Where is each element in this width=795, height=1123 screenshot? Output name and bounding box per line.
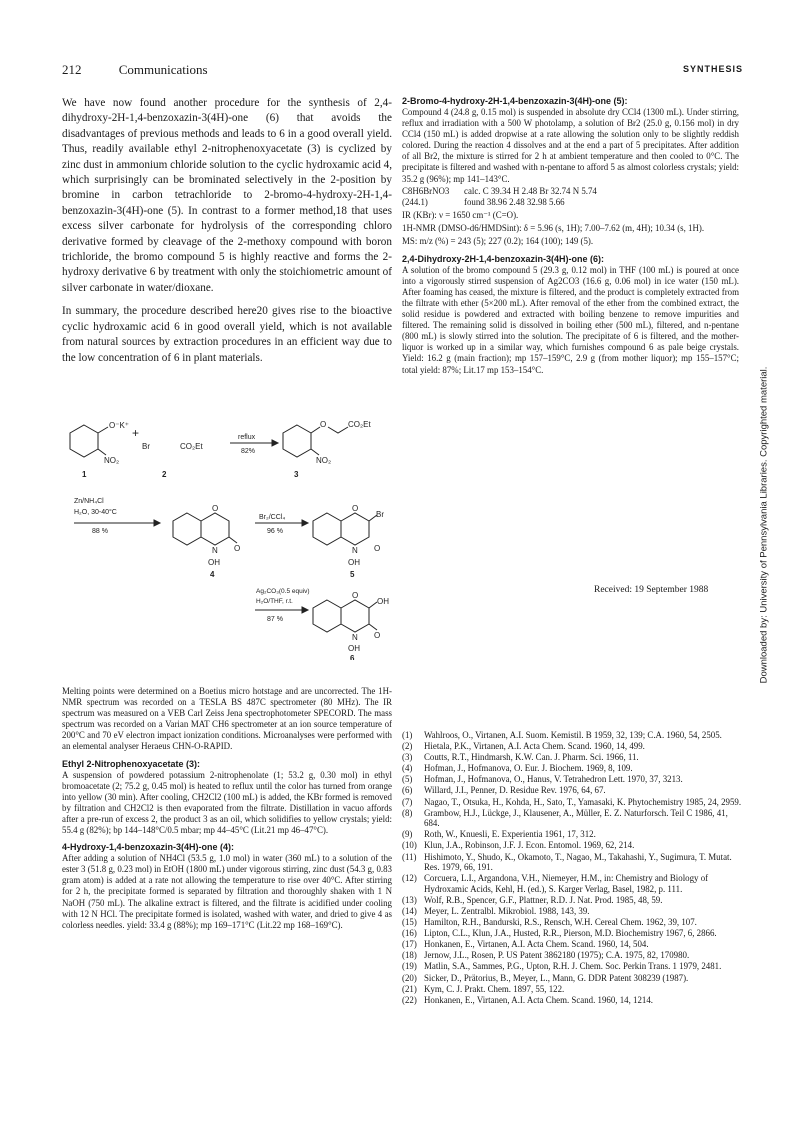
- arrow2-yield: 88 %: [92, 528, 108, 535]
- bromo-5: Br: [376, 510, 384, 519]
- reference-text: Sicker, D., Prätorius, B., Meyer, L., Mann, G. DDR Patent 308239 (1987).: [424, 972, 689, 983]
- hydroxy-5: OH: [348, 558, 360, 567]
- reference-number: (8): [402, 807, 413, 818]
- ms-data: MS: m/z (%) = 243 (5); 227 (0.2); 164 (100); 149 (5).: [402, 235, 594, 246]
- reference-number: (22): [402, 994, 417, 1005]
- reference-text: Corcuera, L.I., Argandona, V.H., Niemeyer, H.M., in: Chemistry and Biology of Hydroxamic Acids, Kehl, H. (ed.), S. Karger Verlag, Basel, 1982, p. 111.: [424, 873, 709, 894]
- procedure-title-4: 4-Hydroxy-1,4-benzoxazin-3(4H)-one (4):: [62, 842, 235, 853]
- compound-label-5: 5: [350, 570, 355, 579]
- carbonyl-oxygen-4: O: [234, 544, 241, 553]
- reference-number: (17): [402, 939, 417, 950]
- bromo-label-2: Br: [142, 442, 150, 451]
- reference-number: (4): [402, 763, 413, 774]
- reference-number: (14): [402, 906, 417, 916]
- reference-item: [402, 873, 742, 894]
- benzene-ring-5: [313, 513, 341, 545]
- reference-item: [402, 797, 742, 808]
- reference-text: Hofman, J., Hofmanova, O., Hanus, V. Tetrahedron Lett. 1970, 37, 3213.: [424, 774, 683, 785]
- reference-item: [402, 774, 742, 785]
- reference-number: (21): [402, 983, 417, 994]
- benzene-ring-4: [173, 513, 201, 545]
- compound-label-1: 1: [82, 470, 87, 479]
- ester-label-2: CO₂Et: [180, 442, 203, 451]
- ring-oxygen-6: O: [352, 591, 359, 600]
- arrow1-condition: reflux: [238, 434, 256, 441]
- reference-text: Kym, C. J. Prakt. Chem. 1897, 55, 122.: [424, 983, 565, 994]
- arrow2-condition: H₂O, 30-40°C: [74, 509, 117, 516]
- arrow2-reagent: Zn/NH₄Cl: [74, 498, 104, 505]
- reference-text: Honkanen, E., Virtanen, A.I. Acta Chem. Scand. 1960, 14, 1214.: [424, 994, 654, 1005]
- reference-text: Wahlroos, O., Virtanen, A.I. Suom. Kemistil. B 1959, 32, 139; C.A. 1960, 54, 2505.: [424, 730, 722, 740]
- ring-nitrogen-4: N: [212, 546, 218, 555]
- reference-item: [402, 961, 742, 972]
- ester-label-3: CO₂Et: [348, 420, 371, 429]
- reference-text: Matlin, S.A., Sammes, P.G., Upton, R.H. J. Chem. Soc. Perkin Trans. 1 1979, 2481.: [424, 961, 722, 972]
- reference-list: [402, 730, 742, 1006]
- reference-item: [402, 730, 742, 741]
- ring-oxygen-5: O: [352, 504, 359, 513]
- procedure-text-4: After adding a solution of NH4Cl (53.5 g, 1.0 mol) in water (360 mL) to a solution of the ester 3 (51.8 g, 0.23 mol) in EtOH (1800 mL) under vigorous stirring, zinc dust (54.3 g, 0.83 gram atom) is added at a rate not allowing the temperature to rise over 40°C. After stirring for 2 h, the precipitate formed is separated by filtration and thoroughly shaken with 1 N NaOH (750 mL). The alkaline extract is filtered, and the filtrate is acidified under cooling with 12 N HCl. The precipitate formed is isolated, washed with water, and dried to give 4 as colorless needles. yield: 33.4 g (88%); mp 169–171°C (Lit.22 mp 168–169°C).: [62, 853, 392, 930]
- reference-item: [402, 752, 742, 763]
- reference-text: Roth, W., Knuesli, E. Experientia 1961, 17, 312.: [424, 829, 596, 840]
- nmr-data: 1H-NMR (DMSO-d6/HMDSint): δ = 5.96 (s, 1H); 7.00–7.62 (m, 4H); 10.34 (s, 1H).: [402, 222, 705, 233]
- ether-oxygen-3: O: [320, 420, 327, 429]
- compound-label-6: 6: [350, 654, 355, 660]
- carbonyl-oxygen-5: O: [374, 544, 381, 553]
- reference-number: (16): [402, 928, 417, 939]
- reference-text: Coutts, R.T., Hindmarsh, K.W. Can. J. Pharm. Sci. 1966, 11.: [424, 752, 639, 763]
- download-notice: [757, 300, 771, 750]
- ir-data: IR (KBr): ν = 1650 cm⁻¹ (C=O).: [402, 209, 519, 220]
- reference-number: (7): [402, 796, 413, 807]
- reference-item: [402, 840, 742, 851]
- reference-text: Klun, J.A., Robinson, J.F. J. Econ. Entomol. 1969, 62, 214.: [424, 840, 635, 851]
- summary-paragraph: In summary, the procedure described here20 gives rise to the bioactive cyclic hydroxamic acid 6 in good overall yield, which is not available from natural sources by extraction procedures in an efficient way due to the low concentration of 6 in plant materials.: [62, 305, 392, 364]
- hydroxy-4-6: OH: [348, 644, 360, 653]
- reference-number: (18): [402, 950, 417, 961]
- reference-item: [402, 984, 742, 995]
- reference-text: Hietala, P.K., Virtanen, A.I. Acta Chem. Scand. 1960, 14, 499.: [424, 741, 645, 752]
- svg-text:+: +: [132, 426, 140, 440]
- nitro-group-1: NO₂: [104, 456, 120, 465]
- ring-oxygen-4: O: [212, 504, 219, 513]
- journal-name: SYNTHESIS: [682, 64, 743, 74]
- reference-item: [402, 928, 742, 939]
- ok-group: O⁻K⁺: [109, 421, 130, 430]
- carbonyl-oxygen-6: O: [374, 631, 381, 640]
- intro-paragraph: We have now found another procedure for the synthesis of 2,4-dihydroxy-2H-1,4-benzoxazin-3(4H)-one (6) that avoids the disadvantages of previous methods and leads to 6 in a good overall yield. Thus, readily available ethyl 2-nitrophenoxyacetate (3) is cyclized by zinc dust in ammonium chloride solution to the cyclic hydroxamic acid 4, which surprisingly can be brominated selectively in the 2-position by bromine in carbon tetrachloride to 2-bromo-4-hydroxy-2H-1,4-benzoxazin-3(4H)-one (5). In contrast to a former method,18 that uses excess silver carbonate for hydrolysis of the corresponding chloro derivative formed by cleavage of the 2-methoxy compound with boron trichloride, the bromo compound 5 is highly reactive and forms the 2-hydroxy derivative 6 by treatment with only the stoichiometric amount of silver carbonate in water/dioxane.: [62, 97, 392, 294]
- nitro-group-3: NO₂: [316, 456, 332, 465]
- left-column: [62, 96, 392, 374]
- reference-number: (19): [402, 961, 417, 972]
- reference-number: (1): [402, 730, 413, 740]
- reference-text: Meyer, L. Zentralbl. Mikrobiol. 1988, 143, 39.: [424, 906, 590, 916]
- procedure-text-3: A suspension of powdered potassium 2-nitrophenolate (1; 53.2 g, 0.30 mol) in ethyl bromoacetate (2; 75.2 g, 0.45 mol) is heated to reflux until the color has turned from orange into yellow (30 min). After cooling, CH2Cl2 (100 mL) is added, the KBr formed is removed by filtration and CH2Cl2 is then evaporated from the filtrate. Distillation in vacuo affords after a pre-run of excess 2, the product 3 as an oil, which solidifies to yellow crystals; yield: 55.4 g (82%); bp 144–148°C/0.5 mbar; mp 44–45°C (Lit.21 mp 46–47°C).: [62, 769, 392, 836]
- reference-number: (13): [402, 894, 417, 905]
- reference-number: (5): [402, 774, 413, 785]
- procedure-title-3: Ethyl 2-Nitrophenoxyacetate (3):: [62, 758, 201, 769]
- reference-number: (9): [402, 829, 413, 840]
- section-name: Communications: [118, 62, 208, 77]
- procedure-title-6: 2,4-Dihydroxy-2H-1,4-benzoxazin-3(4H)-one (6):: [402, 253, 605, 264]
- reference-number: (20): [402, 972, 417, 983]
- received-date: Received: 19 September 1988: [594, 585, 709, 595]
- experimental-general: Melting points were determined on a Boetius micro hotstage and are uncorrected. The 1H-NMR spectrum was recorded on a TESLA BS 487C spectrometer (80 MHz). The IR spectrum was measured on a VEB Carl Zeiss Jena spectrophotometer SPECORD. The mass spectrum was recorded on a Varian MAT CH6 spectrometer at an ion source temperature of 200°C and 70 eV electron impact ionization conditions. Microanalyses were performed with an elemental analyser Heraeus CHN-O-RAPID.: [62, 686, 392, 752]
- hydroxy-4: OH: [208, 558, 220, 567]
- arrow3-yield: 96 %: [267, 528, 283, 535]
- compound-label-4: 4: [210, 570, 215, 579]
- reference-text: Grambow, H.J., Lückge, J., Klausener, A., Müller, E. Z. Naturforsch. Teil C 1986, 41, 684.: [424, 807, 728, 829]
- reference-item: [402, 917, 742, 928]
- analysis-row-found: [402, 197, 739, 208]
- right-column: [402, 96, 739, 376]
- reference-item: [402, 950, 742, 961]
- arrow4-yield: 87 %: [267, 616, 283, 623]
- procedure-title-5: 2-Bromo-4-hydroxy-2H-1,4-benzoxazin-3(4H)-one (5):: [402, 96, 628, 106]
- analysis-formula: C8H6BrNO3: [402, 185, 450, 196]
- arrow4-condition: H₂O/THF, r.t.: [256, 598, 293, 605]
- reference-number: (3): [402, 752, 413, 763]
- reference-number: (10): [402, 840, 417, 851]
- reference-item: [402, 785, 742, 796]
- reference-number: (11): [402, 851, 417, 862]
- reference-text: Willard, J.I., Penner, D. Residue Rev. 1976, 64, 67.: [424, 785, 606, 796]
- arrow1-yield: 82%: [241, 448, 256, 455]
- arrow3-reagent: Br₂/CCl₄: [259, 514, 286, 521]
- reference-item: [402, 939, 742, 950]
- experimental-section: [62, 686, 392, 931]
- reference-text: Nagao, T., Otsuka, H., Kohda, H., Sato, T., Yamasaki, K. Phytochemistry 1985, 24, 2959.: [424, 796, 742, 807]
- reference-text: Hamilton, R.H., Bandurski, R.S., Rensch, W.H. Cereal Chem. 1962, 39, 107.: [424, 917, 697, 928]
- reference-item: [402, 973, 742, 984]
- reference-text: Hishimoto, Y., Shudo, K., Okamoto, T., Nagao, M., Takahashi, Y., Sugimura, T. Mutat. Res. 1979, 66, 191.: [424, 851, 732, 873]
- procedure-text-5: Compound 4 (24.8 g, 0.15 mol) is suspended in absolute dry CCl4 (1300 mL). Under stirring, reflux and irradiation with a 500 W photolamp, a solution of Br2 (25.0 g, 0.156 mol) in dry CCl4 (150 mL) is added dropwise at a rate allowing the solution only to be slightly reddish colored. During the reaction 4 dissolves and at the end a part of 5 precipitates. After addition of all Br2, the mixture is stirred for 2 h at ambient temperature and then cooled to 0°C. The precipitate is filtered and washed with n-pentane to afford 5 as almost colorless crystals; yield: 35.2 g (96%); mp 141–143°C.: [402, 107, 739, 184]
- reference-number: (12): [402, 873, 417, 884]
- reference-item: [402, 995, 742, 1006]
- analysis-calc: calc. C 39.34 H 2.48 Br 32.74 N 5.74: [464, 185, 597, 196]
- reaction-scheme: [62, 415, 392, 660]
- reference-text: Hofman, J., Hofmanova, O. Eur. J. Biochem. 1969, 8, 109.: [424, 763, 633, 774]
- reference-item: [402, 763, 742, 774]
- reference-item: [402, 895, 742, 906]
- analysis-row-calc: [402, 186, 739, 197]
- analysis-mw: (244.1): [402, 196, 428, 207]
- ring-nitrogen-5: N: [352, 546, 358, 555]
- compound-label-2: 2: [162, 470, 167, 479]
- reference-item: [402, 852, 742, 873]
- running-header: [62, 62, 208, 78]
- benzene-ring-3: [283, 425, 311, 457]
- reference-text: Honkanen, E., Virtanen, A.I. Acta Chem. Scand. 1960, 14, 504.: [424, 939, 649, 950]
- compound-label-3: 3: [294, 470, 299, 479]
- reference-item: [402, 808, 742, 829]
- benzene-ring-6: [313, 600, 341, 632]
- reference-item: [402, 829, 742, 840]
- reference-number: (6): [402, 785, 413, 796]
- download-notice-text: Downloaded by: University of Pennsylvania Libraries. Copyrighted material.: [758, 366, 770, 684]
- reference-text: Jernow, J.L., Rosen, P. US Patent 3862180 (1975); C.A. 1975, 82, 170980.: [424, 950, 690, 961]
- analysis-found: found 38.96 2.48 32.98 5.66: [464, 196, 565, 207]
- reference-number: (15): [402, 917, 417, 928]
- reference-text: Wolf, R.B., Spencer, G.F., Plattner, R.D. J. Nat. Prod. 1985, 48, 59.: [424, 894, 663, 905]
- reference-item: [402, 741, 742, 752]
- reference-number: (2): [402, 741, 413, 752]
- reference-text: Lipton, C.L., Klun, J.A., Husted, R.R., Pierson, M.D. Biochemistry 1967, 6, 2866.: [424, 928, 717, 939]
- hydroxy-2-6: OH: [377, 597, 389, 606]
- benzene-ring-1: [70, 425, 98, 457]
- page-number: 212: [62, 62, 82, 77]
- ring-nitrogen-6: N: [352, 633, 358, 642]
- arrow4-reagent: Ag₂CO₃(0.5 equiv): [256, 588, 310, 595]
- procedure-text-6: A solution of the bromo compound 5 (29.3 g, 0.12 mol) in THF (100 mL) is poured at once into a vigorously stirred suspension of Ag2CO3 (16.6 g, 0.06 mol) in ice water (150 mL). After foaming has ceased, the mixture is filtered, and the product is completely extracted from the filtrate with ether (5×200 mL). After removal of the ether from the combined extract, the solid residue is powdered and extracted with boiling benzene to remove impurities and filtered. The remaining solid is dissolved in boiling ether (500 mL), filtered, and n-pentane (800 mL) is slowly stirred into the solution. The precipitate of 6 is filtered, and the mother-liquor is worked up in a similar way, which furnishes compound 6 as pale beige crystals. Yield: 16.2 g (main fraction); mp 157–159°C, 2.9 g (from mother liquor); mp 155–157°C; total yield: 87%; Lit.17 mp 153–154°C.: [402, 264, 739, 375]
- reference-item: [402, 906, 742, 917]
